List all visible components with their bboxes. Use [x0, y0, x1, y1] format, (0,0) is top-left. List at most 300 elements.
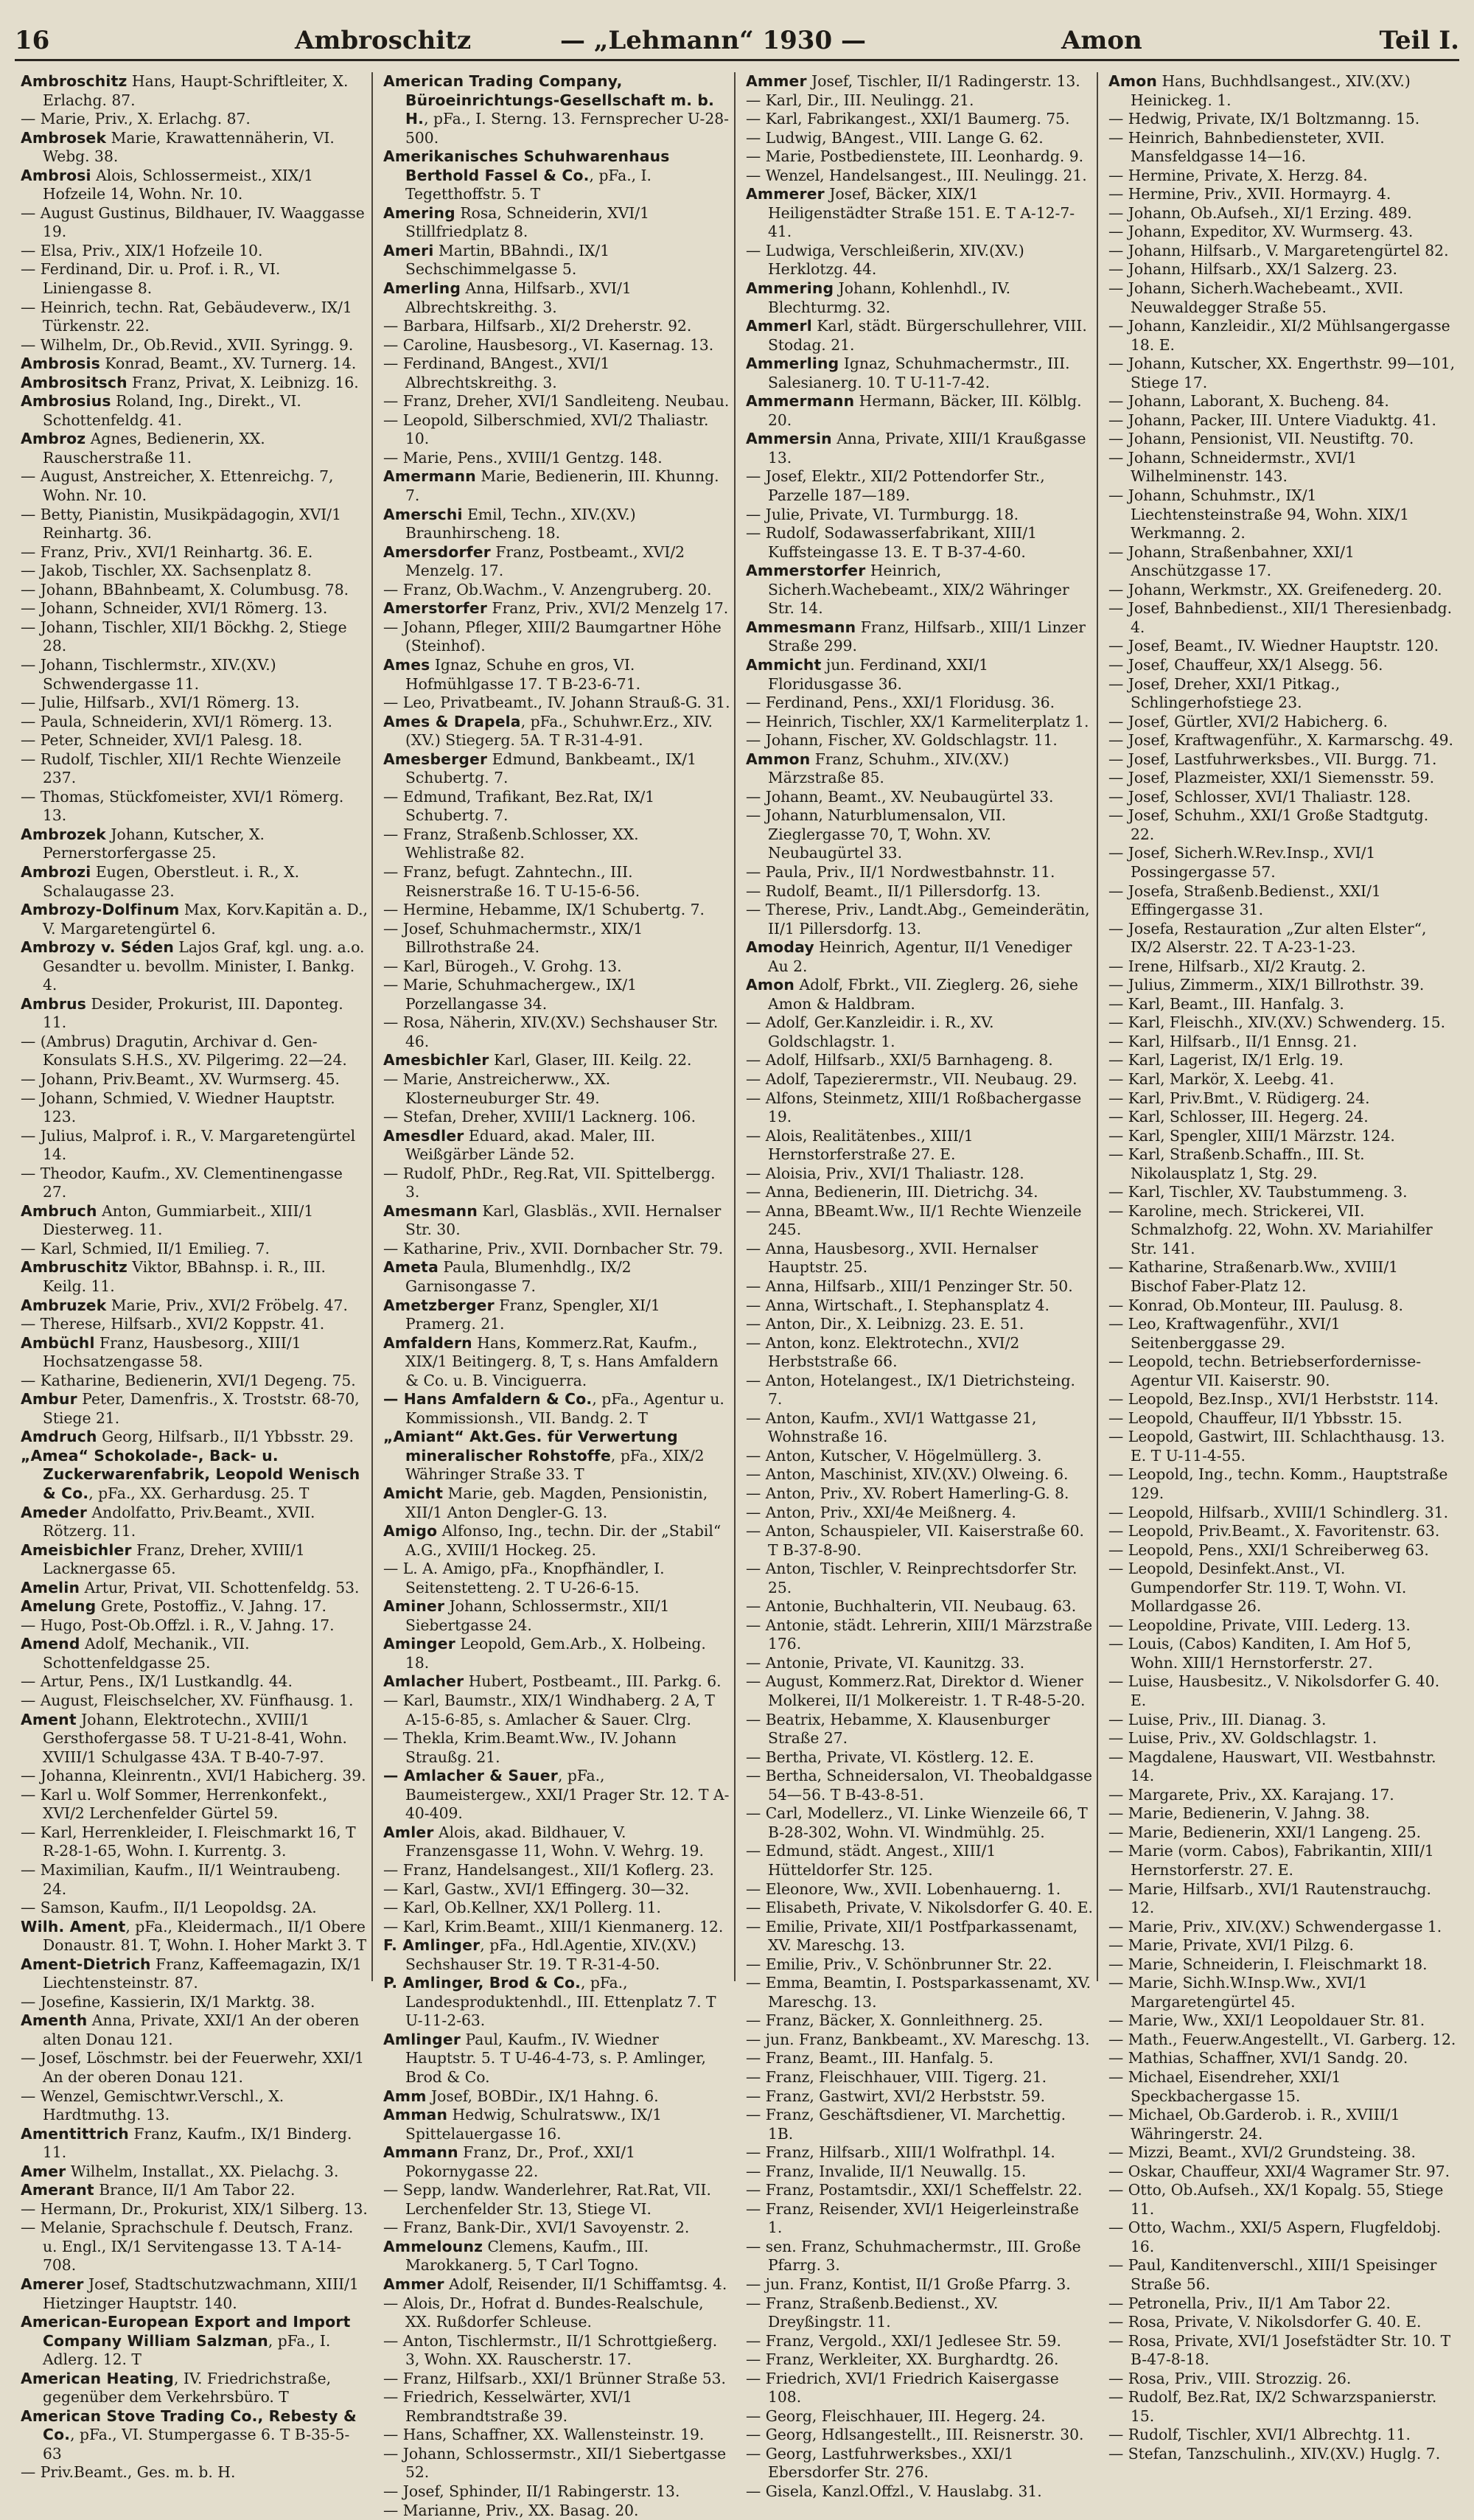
entry-details: Anna, Hilfsarb., XVI/1 Albrechtskreithg. 3. — [405, 279, 632, 316]
entry-details: — Franz, Bäcker, X. Gonnleithnerg. 25. — [746, 2011, 1044, 2030]
entry-details: — Johann, Tischler, XII/1 Böckhg. 2, Stiege 28. — [21, 618, 347, 655]
entry-details: — Leopold, Bez.Insp., XVI/1 Herbststr. 114. — [1108, 1390, 1439, 1409]
directory-entry — [746, 882, 1094, 901]
entry-details: — Johann, Schneidermstr., XVI/1 Wilhelminenstr. 143. — [1108, 448, 1358, 486]
entry-surname: Amlacher — [383, 1672, 464, 1691]
directory-entry — [746, 1070, 1094, 1089]
entry-details: — Anton, Priv., XV. Robert Hamerling-G. 8. — [746, 1484, 1069, 1503]
entry-details: Wilhelm, Installat., XX. Pielachg. 3. — [66, 2162, 339, 2180]
entry-details: — Josef, Chauffeur, XX/1 Alsegg. 56. — [1108, 655, 1383, 674]
entry-details: — Anna, Wirtschaft., I. Stephansplatz 4. — [746, 1296, 1049, 1314]
entry-details: Karl, Glasbläs., XVII. Hernalser Str. 30. — [405, 1201, 722, 1239]
directory-entry — [746, 1654, 1094, 1673]
entry-details: — Johann, Pensionist, VII. Neustiftg. 70. — [1108, 430, 1414, 448]
directory-entry — [383, 2426, 731, 2445]
entry-details: Hans, Haupt-Schriftleiter, X. Erlachg. 87. — [43, 72, 349, 109]
entry-details: Alois, akad. Bildhauer, V. Franzensgasse 11, Wohn. V. Wehrg. 19. — [405, 1823, 704, 1860]
entry-details: — Johanna, Kleinrentn., XVI/1 Habicherg. 39. — [21, 1767, 366, 1785]
directory-entry — [383, 1013, 731, 1051]
entry-details: — Franz, Priv., XVI/1 Reinhartg. 36. E. — [21, 542, 313, 561]
directory-entry — [746, 2143, 1094, 2163]
entry-surname: Ammermann — [746, 392, 855, 411]
directory-entry — [1108, 2068, 1456, 2106]
directory-entry — [21, 1089, 368, 1127]
entry-details: — Franz, befugt. Zahntechn., III. Reisnerstraße 16. T U-15-6-56. — [383, 862, 640, 900]
directory-entry — [746, 1013, 1094, 1051]
directory-entry — [21, 1579, 368, 1598]
directory-entry — [383, 1974, 731, 2031]
entry-details: — Hermine, Private, X. Herzg. 84. — [1108, 166, 1368, 184]
directory-entry — [746, 1484, 1094, 1504]
entry-details: — Wilhelm, Dr., Ob.Revid., XVII. Syringg. 9. — [21, 335, 354, 354]
entry-details: — Ludwig, BAngest., VIII. Lange G. 62. — [746, 128, 1044, 147]
entry-surname: Amigo — [383, 1522, 438, 1540]
directory-entry — [21, 1390, 368, 1428]
entry-details: — Josef, Lastfuhrwerksbes., VII. Burgg. 71. — [1108, 750, 1437, 768]
directory-entry — [21, 731, 368, 750]
directory-entry — [383, 2087, 731, 2107]
entry-details: Leopold, Gem.Arb., X. Holbeing. 18. — [405, 1635, 706, 1672]
entry-details: — Margarete, Priv., XX. Karajang. 17. — [1108, 1785, 1394, 1804]
entry-details: — Johann, Schlossermstr., XII/1 Siebertgasse 52. — [383, 2444, 727, 2482]
entry-details: Eugen, Oberstleut. i. R., X. Schalaugasse 23. — [43, 862, 300, 900]
directory-entry — [383, 147, 731, 204]
entry-details: — Emilie, Private, XII/1 Postfparkassenamt, XV. Mareschg. 13. — [746, 1917, 1078, 1955]
directory-entry — [21, 336, 368, 355]
directory-entry — [1108, 1428, 1456, 1465]
directory-entry — [383, 1070, 731, 1108]
entry-surname: Ambrositsch — [21, 373, 128, 391]
entry-details: — Franz, Invalide, II/1 Neuwallg. 15. — [746, 2162, 1027, 2180]
entry-surname: Amerer — [21, 2275, 84, 2293]
entry-details: Agnes, Bedienerin, XX. Rauscherstraße 11. — [43, 430, 265, 467]
directory-entry — [1108, 2143, 1456, 2163]
entry-details: Marie, geb. Magden, Pensionistin, XII/1 Anton Dengler-G. 13. — [405, 1484, 708, 1521]
directory-entry — [21, 2219, 368, 2275]
directory-entry — [1108, 2370, 1456, 2389]
directory-entry — [383, 411, 731, 449]
directory-entry — [383, 2445, 731, 2482]
directory-entry — [746, 2106, 1094, 2143]
directory-entry — [746, 1334, 1094, 1372]
entry-surname: Ambur — [21, 1390, 77, 1409]
entry-details: — Emma, Beamtin, I. Postsparkassenamt, XV. Mareschg. 13. — [746, 1974, 1091, 2011]
entry-details: — Ferdinand, Pens., XXI/1 Floridusg. 36. — [746, 694, 1055, 712]
directory-entry — [383, 355, 731, 392]
entry-details: — Julius, Zimmerm., XIX/1 Billrothstr. 39. — [1108, 976, 1425, 994]
entry-details: — Franz, Gastwirt, XVI/2 Herbststr. 59. — [746, 2087, 1046, 2105]
entry-details: — Katharine, Straßenarb.Ww., XVIII/1 Bischof Faber-Platz 12. — [1108, 1258, 1399, 1295]
directory-entry — [746, 1711, 1094, 1748]
entry-details: — Hugo, Post-Ob.Offzl. i. R., V. Jahng. 17. — [21, 1616, 335, 1634]
entry-details: — Michael, Ob.Garderob. i. R., XVIII/1 Währingerstr. 24. — [1108, 2106, 1400, 2143]
entry-details: Peter, Damenfris., X. Troststr. 68-70, Stiege 21. — [43, 1390, 360, 1427]
entry-surname: Amesmann — [383, 1201, 478, 1220]
entry-details: Hans, Buchhdlsangest., XIV.(XV.) Heinickeg. 1. — [1131, 72, 1411, 109]
directory-entry — [1108, 486, 1456, 543]
entry-details: — Rudolf, Tischler, XVI/1 Albrechtg. 11. — [1108, 2426, 1411, 2444]
directory-entry — [383, 2332, 731, 2370]
directory-entry — [1108, 806, 1456, 844]
directory-entry — [21, 1861, 368, 1899]
entry-details: Edmund, Bankbeamt., IX/1 Schubertg. 7. — [405, 750, 697, 787]
column-2 — [377, 72, 736, 2519]
entry-details: — Rudolf, Bez.Rat, IX/2 Schwarzspanierstr. 15. — [1108, 2388, 1437, 2425]
entry-surname: Ambrozy v. Séden — [21, 938, 174, 957]
directory-entry — [21, 1767, 368, 1786]
directory-entry — [383, 713, 731, 750]
directory-entry — [746, 1899, 1094, 1918]
directory-entry — [383, 1560, 731, 1597]
page-number: 16 — [15, 26, 50, 55]
entry-details: — Anton, Kaufm., XVI/1 Wattgasse 21, Wohnstraße 16. — [746, 1409, 1037, 1446]
entry-details: — Ferdinand, Dir. u. Prof. i. R., VI. Liniengasse 8. — [21, 260, 281, 298]
entry-details: — Johann, Fischer, XV. Goldschlagstr. 11. — [746, 731, 1058, 750]
entry-details: — Marie, Sichh.W.Insp.Ww., XVI/1 Margaretengürtel 45. — [1108, 1974, 1368, 2011]
directory-entry — [746, 167, 1094, 186]
entry-details: — Karoline, mech. Strickerei, VII. Schmalzhofg. 22, Wohn. XV. Mariahilfer Str. 141. — [1108, 1201, 1433, 1257]
directory-entry — [1108, 1033, 1456, 1052]
directory-entry — [746, 2031, 1094, 2050]
directory-entry — [1108, 1729, 1456, 1748]
entry-details: — Karl, Dir., III. Neulingg. 21. — [746, 91, 974, 109]
entry-details: Emil, Techn., XIV.(XV.) Braunhirscheng. 18. — [405, 505, 636, 542]
column-4 — [1103, 72, 1461, 2463]
directory-entry — [1108, 1108, 1456, 1127]
entry-details: Franz, Privat, X. Leibnizg. 16. — [127, 373, 359, 391]
entry-surname: Ambrosek — [21, 128, 107, 147]
entry-details: — Leopoldine, Private, VIII. Lederg. 13. — [1108, 1616, 1411, 1634]
entry-details: Johann, Kohlenhdl., IV. Blechturmg. 32. — [768, 279, 1011, 316]
directory-entry — [1108, 1465, 1456, 1503]
entry-details: Josef, Stadtschutzwachmann, XIII/1 Hietzinger Hauptstr. 140. — [43, 2275, 359, 2312]
directory-entry — [1108, 2313, 1456, 2332]
entry-details: — jun. Franz, Bankbeamt., XV. Mareschg. 13. — [746, 2030, 1090, 2048]
entry-surname: Ames & Drapela — [383, 712, 521, 730]
entry-details: — Elsa, Priv., XIX/1 Hofzeile 10. — [21, 241, 263, 259]
entry-surname: Amdruch — [21, 1428, 97, 1446]
entry-details: Heinrich, Sicherh.Wachebeamt., XIX/2 Währinger Str. 14. — [768, 562, 1069, 618]
directory-entry — [21, 2463, 368, 2482]
entry-details: Adolf, Reisender, II/1 Schiffamtsg. 4. — [444, 2275, 727, 2293]
directory-entry — [746, 185, 1094, 242]
entry-details: Alois, Schlossermeist., XIX/1 Hofzeile 14, Wohn. Nr. 10. — [43, 166, 314, 203]
entry-details: — Georg, Fleischhauer, III. Hegerg. 24. — [746, 2406, 1046, 2425]
entry-surname: Ametzberger — [383, 1296, 495, 1314]
entry-details: — Rudolf, PhDr., Reg.Rat, VII. Spittelbergg. 3. — [383, 1164, 716, 1201]
entry-details: Paul, Kaufm., IV. Wiedner Hauptstr. 5. T U-46-4-73, s. P. Amlinger, Brod & Co. — [405, 2030, 706, 2086]
entry-details: — Karl, Markör, X. Leebg. 41. — [1108, 1069, 1335, 1088]
directory-entry — [383, 204, 731, 242]
directory-entry — [21, 750, 368, 788]
directory-entry — [1108, 355, 1456, 392]
directory-entry — [21, 581, 368, 600]
directory-entry — [383, 392, 731, 411]
directory-entry — [21, 2181, 368, 2200]
directory-entry — [383, 72, 731, 147]
directory-entry — [1108, 599, 1456, 637]
directory-entry — [746, 2200, 1094, 2238]
entry-details: — Rosa, Private, V. Nikolsdorfer G. 40. E. — [1108, 2313, 1422, 2331]
entry-details: — Leo, Privatbeamt., IV. Johann Strauß-G. 31. — [383, 694, 730, 712]
entry-details: , pFa., Baumeistergew., XXI/1 Prager Str. 12. T A-40-409. — [405, 1767, 730, 1823]
entry-details: , IV. Friedrichstraße, gegenüber dem Verkehrsbüro. T — [43, 2369, 332, 2406]
entry-details: — Math., Feuerw.Angestellt., VI. Garberg. 12. — [1108, 2030, 1456, 2048]
directory-entry — [21, 392, 368, 430]
entry-details: — Josef, Schuhm., XXI/1 Große Stadtgutg. 22. — [1108, 806, 1429, 843]
entry-surname: Amering — [383, 203, 455, 222]
directory-entry — [21, 901, 368, 938]
entry-surname: Ambrus — [21, 994, 87, 1013]
entry-details: Adolf, Fbrkt., VII. Zieglerg. 26, siehe Amon & Haldbram. — [768, 976, 1078, 1013]
directory-entry — [1108, 1672, 1456, 1710]
directory-entry — [21, 788, 368, 826]
entry-details: Andolfatto, Priv.Beamt., XVII. Rötzerg. 11. — [43, 1503, 315, 1540]
directory-entry — [383, 1635, 731, 1672]
directory-entry — [1108, 2106, 1456, 2143]
directory-entry — [21, 618, 368, 656]
entry-surname: Ameri — [383, 241, 434, 259]
directory-entry — [21, 2087, 368, 2125]
directory-entry — [1108, 581, 1456, 600]
directory-entry — [746, 2445, 1094, 2482]
entry-surname: American Heating — [21, 2369, 174, 2387]
directory-entry — [746, 2350, 1094, 2370]
directory-entry — [746, 1974, 1094, 2011]
entry-details: — August, Fleischselcher, XV. Fünfhausg. 1. — [21, 1692, 354, 1710]
directory-entry — [746, 506, 1094, 525]
entry-surname: Ambrozi — [21, 862, 91, 881]
header-last-entry: Amon — [1061, 26, 1142, 55]
directory-entry — [21, 2200, 368, 2219]
directory-entry — [383, 618, 731, 656]
entry-details: — Karl, Schmied, II/1 Emilieg. 7. — [21, 1239, 270, 1257]
directory-entry — [21, 1033, 368, 1070]
directory-entry — [1108, 957, 1456, 977]
directory-entry — [21, 355, 368, 374]
entry-details: Hubert, Postbeamt., III. Parkg. 6. — [464, 1672, 722, 1691]
column-3 — [740, 72, 1098, 2500]
entry-details: , pFa., Agentur u. Kommissionsh., VII. Bandg. 2. T — [405, 1390, 724, 1427]
entry-surname: Ambruschitz — [21, 1258, 128, 1277]
entry-surname: Ammerling — [746, 355, 839, 373]
entry-surname: Amersdorfer — [383, 542, 491, 561]
entry-details: — Paul, Kanditenverschl., XIII/1 Speisinger Straße 56. — [1108, 2256, 1437, 2293]
directory-entry — [746, 1315, 1094, 1334]
entry-details: — Ludwiga, Verschleißerin, XIV.(XV.) Herklotzg. 44. — [746, 241, 1024, 279]
directory-entry — [1108, 1315, 1456, 1353]
directory-entry — [383, 336, 731, 355]
entry-details: — Josef, Sicherh.W.Rev.Insp., XVI/1 Possingergasse 57. — [1108, 844, 1376, 881]
directory-entry — [21, 1372, 368, 1391]
directory-entry — [746, 1522, 1094, 1560]
entry-details: Anna, Private, XXI/1 An der oberen alten Donau 121. — [43, 2011, 360, 2048]
entry-surname: Amesbichler — [383, 1051, 489, 1069]
directory-entry — [383, 1899, 731, 1918]
directory-entry — [1108, 2181, 1456, 2219]
directory-entry — [746, 731, 1094, 750]
directory-entry — [1108, 731, 1456, 750]
header-part: Teil I. — [1379, 26, 1459, 55]
directory-entry — [1108, 1258, 1456, 1296]
entry-details: — Mizzi, Beamt., XVI/2 Grundsteing. 38. — [1108, 2143, 1416, 2162]
directory-entry — [21, 110, 368, 129]
directory-entry — [21, 242, 368, 261]
entry-surname: Ammering — [746, 279, 834, 298]
entry-details: — Alois, Dr., Hofrat d. Bundes-Realschule, XX. Rußdorfer Schleuse. — [383, 2294, 704, 2331]
directory-entry — [1108, 1051, 1456, 1070]
entry-details: — Luise, Priv., XV. Goldschlagstr. 1. — [1108, 1729, 1377, 1748]
directory-entry — [1108, 1013, 1456, 1033]
entry-details: — Theodor, Kaufm., XV. Clementinengasse 27. — [21, 1164, 343, 1201]
entry-details: Marie, Priv., XVI/2 Fröbelg. 47. — [106, 1296, 348, 1314]
directory-entry — [746, 2275, 1094, 2294]
directory-entry — [746, 1240, 1094, 1277]
entry-details: — Karl, Fabrikangest., XXI/1 Baumerg. 75. — [746, 110, 1070, 128]
entry-details: — Katharine, Bedienerin, XVI/1 Degeng. 75. — [21, 1371, 356, 1389]
entry-surname: Amon — [746, 976, 795, 994]
directory-entry — [1108, 2426, 1456, 2445]
entry-details: — Karl, Krim.Beamt., XIII/1 Kienmanerg. 12. — [383, 1917, 724, 1936]
entry-details: — Oskar, Chauffeur, XXI/4 Wagramer Str. 97. — [1108, 2162, 1450, 2180]
entry-surname: Amerant — [21, 2181, 94, 2199]
directory-entry — [746, 2370, 1094, 2407]
entry-details: — Johann, BBahnbeamt, X. Columbusg. 78. — [21, 580, 349, 598]
entry-details: — Irene, Hilfsarb., XI/2 Krautg. 2. — [1108, 957, 1366, 975]
entry-details: — Hedwig, Private, IX/1 Boltzmanng. 15. — [1108, 110, 1420, 128]
entry-details: — Alfons, Steinmetz, XIII/1 Roßbachergasse 19. — [746, 1089, 1082, 1126]
entry-details: — Magdalene, Hauswart, VII. Westbahnstr. 14. — [1108, 1748, 1436, 1785]
directory-entry — [21, 2049, 368, 2087]
entry-details: , pFa., XIX/2 Währinger Straße 33. T — [405, 1446, 705, 1484]
entry-surname: Ameta — [383, 1258, 439, 1277]
entry-details: — Johann, Hilfsarb., XX/1 Salzerg. 23. — [1108, 260, 1397, 279]
entry-details: — Antonie, Private, VI. Kaunitzg. 33. — [746, 1653, 1025, 1672]
entry-details: — Franz, Geschäftsdiener, VI. Marchettig. 1B. — [746, 2106, 1066, 2143]
entry-details: Franz, Hilfsarb., XIII/1 Linzer Straße 299. — [768, 618, 1086, 655]
entry-details: — Hans, Schaffner, XX. Wallensteinstr. 19. — [383, 2426, 705, 2444]
entry-details: — Johann, Packer, III. Untere Viaduktg. 41. — [1108, 411, 1436, 429]
directory-entry — [1108, 72, 1456, 110]
directory-entry — [383, 2238, 731, 2275]
entry-details: — Adolf, Hilfsarb., XXI/5 Barnhageng. 8. — [746, 1051, 1053, 1069]
entry-details: Franz, Hausbesorg., XIII/1 Hochsatzengasse 58. — [43, 1333, 301, 1371]
entry-surname: — Amlacher & Sauer — [383, 1767, 558, 1785]
directory-entry — [1108, 844, 1456, 882]
directory-entry — [383, 976, 731, 1013]
directory-entry — [21, 1635, 368, 1672]
directory-entry — [746, 2332, 1094, 2351]
entry-details: Viktor, BBahnsp. i. R., III. Keilg. 11. — [43, 1258, 326, 1295]
directory-entry — [1108, 1918, 1456, 1937]
directory-entry — [383, 1428, 731, 1484]
directory-entry — [383, 863, 731, 901]
entry-details: — Marie (vorm. Cabos), Fabrikantin, XIII/1 Hernstorferstr. 27. E. — [1108, 1842, 1434, 1879]
directory-entry — [746, 1051, 1094, 1070]
directory-entry — [1108, 430, 1456, 449]
directory-entry — [1108, 1183, 1456, 1202]
directory-entry — [383, 1918, 731, 1937]
entry-details: — Julie, Hilfsarb., XVI/1 Römerg. 13. — [21, 694, 300, 712]
entry-surname: Ammelounz — [383, 2237, 483, 2255]
entry-details: — Johann, Expeditor, XV. Wurmserg. 43. — [1108, 223, 1414, 241]
entry-details: — Karl, Straßenb.Schaffn., III. St. Nikolausplatz 1, Stg. 29. — [1108, 1145, 1365, 1182]
directory-entry — [746, 2238, 1094, 2275]
entry-details: jun. Ferdinand, XXI/1 Floridusgasse 36. — [768, 655, 989, 693]
entry-details: — Johann, Ob.Aufseh., XI/1 Erzing. 489. — [1108, 203, 1412, 222]
entry-surname: Ambroz — [21, 430, 86, 448]
entry-surname: Amicht — [383, 1484, 444, 1503]
entry-surname: Aminer — [383, 1597, 445, 1616]
entry-surname: Ambroschitz — [21, 72, 128, 90]
directory-entry — [21, 72, 368, 110]
entry-surname: Ammesmann — [746, 618, 856, 636]
entry-details: — Heinrich, techn. Rat, Gebäudeverw., IX/1 Türkenstr. 22. — [21, 298, 352, 335]
entry-surname: P. Amlinger, Brod & Co. — [383, 1974, 581, 1992]
directory-entry — [21, 1541, 368, 1579]
column-1 — [15, 72, 373, 2482]
entry-surname: Ambruzek — [21, 1296, 107, 1314]
entry-details: , pFa., VI. Stumpergasse 6. T B-35-5-63 — [43, 2426, 350, 2463]
entry-surname: Amesberger — [383, 750, 488, 768]
entry-surname: Amerling — [383, 279, 461, 298]
directory-entry — [1108, 1145, 1456, 1183]
entry-surname: Ammerer — [746, 185, 825, 203]
directory-entry — [746, 694, 1094, 713]
entry-details: — Rosa, Priv., VIII. Strozzig. 26. — [1108, 2369, 1352, 2387]
entry-details: — Josefa, Straßenb.Bedienst., XXI/1 Effingergasse 31. — [1108, 882, 1381, 919]
entry-surname: Ameisbichler — [21, 1540, 132, 1559]
entry-details: — Franz, Ob.Wachm., V. Anzengruberg. 20. — [383, 580, 712, 598]
entry-details: — Marie, Hilfsarb., XVI/1 Rautenstrauchg. 12. — [1108, 1879, 1431, 1917]
entry-surname: American Trading Company, Büroeinrichtungs-Gesellschaft m. b. H. — [383, 72, 715, 128]
entry-details: Georg, Hilfsarb., II/1 Ybbsstr. 29. — [97, 1428, 354, 1446]
directory-entry — [21, 1616, 368, 1636]
directory-entry — [21, 2163, 368, 2182]
entry-details: — Marie, Bedienerin, XXI/1 Langeng. 25. — [1108, 1823, 1422, 1841]
directory-entry — [746, 1127, 1094, 1165]
entry-details: — Karl, Herrenkleider, I. Fleischmarkt 16, T R-28-1-65, Wohn. I. Kurrentg. 3. — [21, 1823, 356, 1860]
entry-details: — Peter, Schneider, XVI/1 Palesg. 18. — [21, 731, 303, 750]
directory-entry — [1108, 1974, 1456, 2011]
entry-details: — Caroline, Hausbesorg., VI. Kasernag. 13. — [383, 335, 714, 354]
entry-details: — Anton, Dir., X. Leibnizg. 23. E. 51. — [746, 1315, 1024, 1333]
entry-details: — Stefan, Tanzschulinh., XIV.(XV.) Huglg. 7. — [1108, 2444, 1441, 2463]
directory-entry — [383, 826, 731, 863]
entry-details: — Anton, Tischler, V. Reinprechtsdorfer Str. 25. — [746, 1560, 1077, 1596]
entry-details: Franz, Spengler, XI/1 Pramerg. 21. — [405, 1296, 660, 1333]
directory-entry — [383, 1729, 731, 1767]
entry-details: — Karl, Baumstr., XIX/1 Windhaberg. 2 A, T A-15-6-85, s. Amlacher & Sauer. Clrg. — [383, 1692, 715, 1728]
entry-details: — Josef, Gürtler, XVI/2 Habicherg. 6. — [1108, 712, 1388, 730]
entry-details: — Wenzel, Gemischtwr.Verschl., X. Hardtmuthg. 13. — [21, 2087, 284, 2124]
entry-details: Karl, städt. Bürgerschullehrer, VIII. Stodag. 21. — [768, 317, 1087, 354]
entry-details: Roland, Ing., Direkt., VI. Schottenfeldg. 41. — [43, 392, 301, 429]
entry-details: — Julie, Private, VI. Turmburgg. 18. — [746, 505, 1019, 523]
entry-details: — Josefine, Kassierin, IX/1 Marktg. 38. — [21, 1992, 315, 2011]
directory-entry — [746, 2482, 1094, 2502]
entry-details: Franz, Kaufm., IX/1 Binderg. 11. — [43, 2124, 352, 2162]
entry-details: — Otto, Wachm., XXI/5 Aspern, Flugfeldobj. 16. — [1108, 2219, 1442, 2255]
entry-surname: Ambrosi — [21, 166, 91, 184]
directory-entry — [383, 2294, 731, 2332]
entry-details: — Franz, Hilfsarb., XXI/1 Brünner Straße 53. — [383, 2369, 726, 2387]
directory-entry — [1108, 788, 1456, 807]
entry-details: — Hermine, Hebamme, IX/1 Schubertg. 7. — [383, 901, 705, 919]
entry-details: — Louis, (Cabos) Kanditen, I. Am Hof 5, Wohn. XIII/1 Hernstorferstr. 27. — [1108, 1635, 1412, 1672]
directory-entry — [746, 713, 1094, 732]
directory-entry — [1108, 1390, 1456, 1409]
